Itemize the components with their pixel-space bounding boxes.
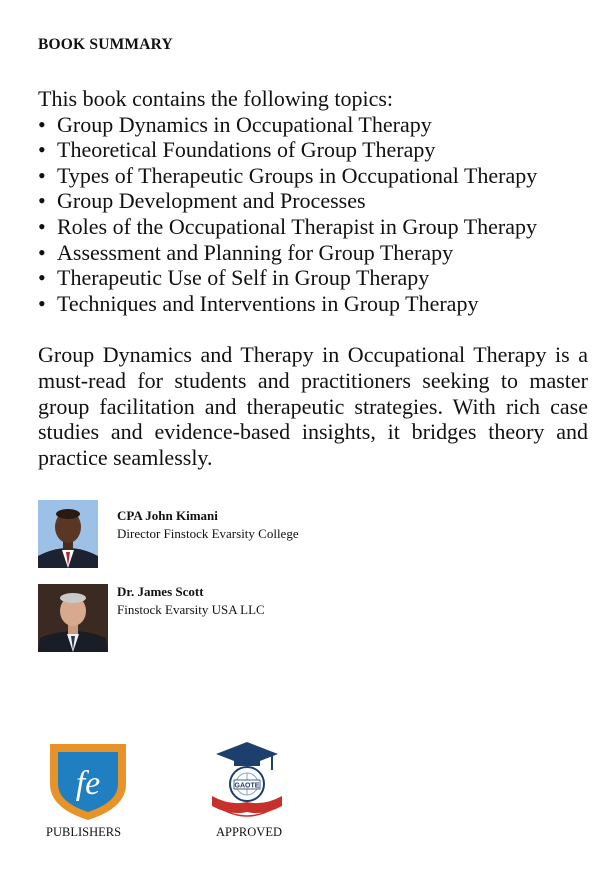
john-kimani-photo [38,500,98,568]
topic-item: • Roles of the Occupational Therapist in Group Therapy [38,214,537,240]
topic-item: • Therapeutic Use of Self in Group Therapy [38,265,537,291]
topic-item: • Group Dynamics in Occupational Therapy [38,112,537,138]
approval-mark: GAOTE [234,782,260,790]
topics-list [38,112,537,317]
person-name: CPA John Kimani [117,508,218,523]
graduation-seal-icon [206,740,288,824]
portrait-icon [38,584,108,652]
topic-item: • Types of Therapeutic Groups in Occupational Therapy [38,163,537,189]
summary-paragraph: Group Dynamics and Therapy in Occupational Therapy is a must-read for students and practitioners seeking to master group facilitation and therapeutic strategies. With rich case studies and evidence-based insights, it bridges theory and practice seamlessly. [38,342,588,471]
topics-intro: This book contains the following topics: [38,86,394,111]
approved-label: APPROVED [216,825,282,839]
publisher-logo [46,738,130,822]
portrait-icon [38,500,98,568]
topic-item: • Theoretical Foundations of Group Therapy [38,137,537,163]
section-heading: BOOK SUMMARY [38,36,173,53]
person-role: Finstock Evarsity USA LLC [117,602,265,617]
topic-item: • Assessment and Planning for Group Therapy [38,240,537,266]
person-role: Director Finstock Evarsity College [117,526,299,541]
publishers-label: PUBLISHERS [46,825,122,839]
person-name: Dr. James Scott [117,584,204,599]
publisher-mark: fe [75,765,101,802]
james-scott-photo [38,584,108,652]
fe-shield-icon [46,738,130,822]
topic-item: • Group Development and Processes [38,188,537,214]
approval-logo [206,740,288,824]
topic-item: • Techniques and Interventions in Group Therapy [38,291,537,317]
